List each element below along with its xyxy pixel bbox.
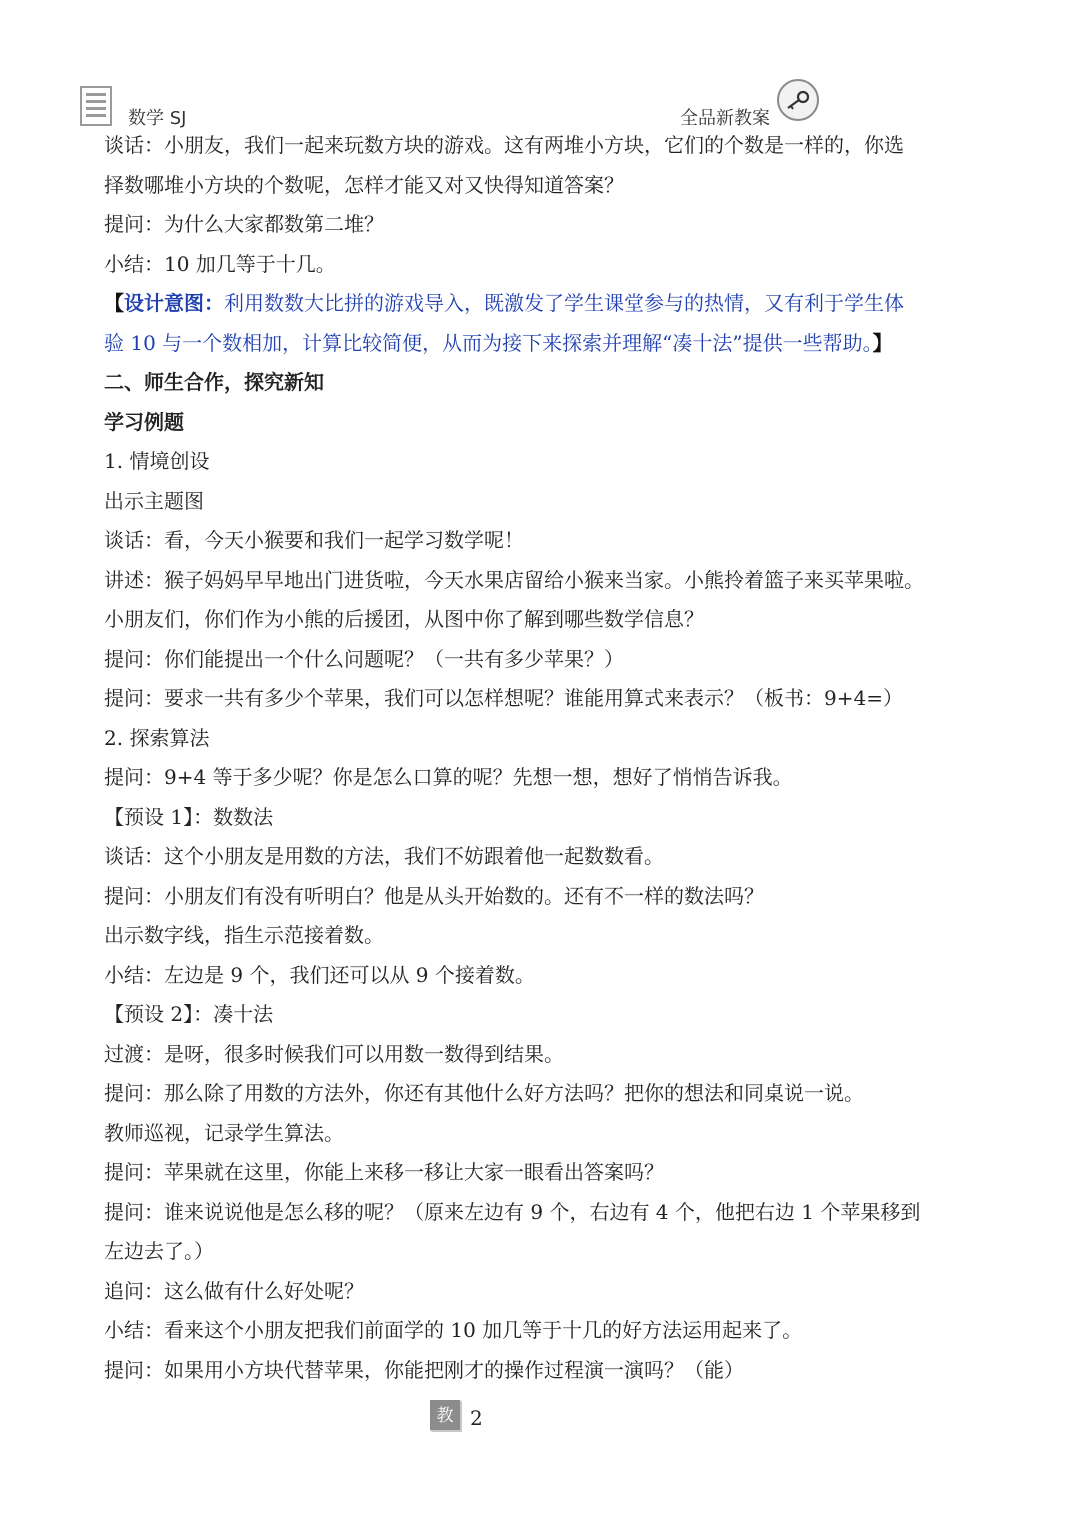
text-line: 出示数字线，指生示范接着数。 (104, 923, 384, 947)
text-line: 择数哪堆小方块的个数呢，怎样才能又对又快得知道答案？ (104, 172, 624, 197)
text-line: 谈话：这个小朋友是用数的方法，我们不妨跟着他一起数数看。 (104, 844, 664, 868)
text-line: 1. 情境创设 (104, 449, 210, 473)
subject-label: 数学 SJ (128, 108, 187, 129)
text-line: 小结：10 加几等于十几。 (104, 251, 336, 276)
teach-badge-icon (430, 1400, 462, 1432)
page-header (0, 0, 1080, 140)
brand-label: 全品新教案 (680, 108, 770, 129)
text-line: 追问：这么做有什么好处呢？ (104, 1278, 364, 1303)
text-line: 谈话：小朋友，我们一起来玩数方块的游戏。这有两堆小方块，它们的个数是一样的，你选 (104, 133, 904, 157)
text-line: 过渡：是呀，很多时候我们可以用数一数得到结果。 (104, 1041, 564, 1066)
subsection-title: 学习例题 (104, 409, 184, 434)
design-intent-label: 设计意图： (124, 291, 224, 315)
text-line: 提问：谁来说说他是怎么移的呢？（原来左边有 9 个，右边有 4 个，他把右边 1 个苹果移到 (104, 1199, 921, 1224)
lesson-content (104, 126, 984, 1390)
text-line: 提问：9+4 等于多少呢？你是怎么口算的呢？先想一想，想好了悄悄告诉我。 (104, 765, 793, 789)
text-line: 谈话：看，今天小猴要和我们一起学习数学呢！ (104, 528, 524, 552)
bracket-close: 】 (872, 330, 893, 355)
design-intent-text: 验 10 与一个数相加，计算比较简便，从而为接下来探索并理解“凑十法”提供一些帮助。 (104, 330, 873, 355)
text-line: 小朋友们，你们作为小熊的后援团，从图中你了解到哪些数学信息？ (104, 607, 704, 631)
text-line: 提问：苹果就在这里，你能上来移一移让大家一眼看出答案吗？ (104, 1160, 664, 1184)
text-line: 提问：要求一共有多少个苹果，我们可以怎样想呢？谁能用算式来表示？（板书：9+4=） (104, 686, 903, 710)
text-line: 提问：那么除了用数的方法外，你还有其他什么好方法吗？把你的想法和同桌说一说。 (104, 1081, 864, 1105)
text-line: 出示主题图 (104, 488, 204, 513)
design-intent-line-2 (104, 324, 984, 364)
text-line: 提问：如果用小方块代替苹果，你能把刚才的操作过程演一演吗？（能） (104, 1357, 744, 1382)
key-circle-icon (776, 78, 820, 122)
text-line: 讲述：猴子妈妈早早地出门进货啦，今天水果店留给小猴来当家。小熊拎着篮子来买苹果啦。 (104, 567, 924, 592)
text-line: 【预设 1】：数数法 (104, 804, 274, 829)
design-intent-text: 利用数数大比拼的游戏导入，既激发了学生课堂参与的热情，又有利于学生体 (224, 291, 904, 315)
text-line: 左边去了。） (104, 1239, 214, 1263)
text-line: 提问：小朋友们有没有听明白？他是从头开始数的。还有不一样的数法吗？ (104, 883, 764, 908)
text-line: 小结：看来这个小朋友把我们前面学的 10 加几等于十几的好方法运用起来了。 (104, 1318, 803, 1342)
document-lines-icon (80, 86, 112, 126)
text-line: 提问：你们能提出一个什么问题呢？（一共有多少苹果？） (104, 646, 624, 671)
text-line: 2. 探索算法 (104, 725, 210, 750)
text-line: 教师巡视，记录学生算法。 (104, 1120, 344, 1145)
section-title: 二、师生合作，探究新知 (104, 370, 324, 394)
text-line: 小结：左边是 9 个，我们还可以从 9 个接着数。 (104, 962, 535, 987)
text-line: 【预设 2】：凑十法 (104, 1002, 274, 1026)
bracket-open: 【 (104, 291, 124, 315)
design-intent-line-1 (104, 284, 984, 324)
text-line: 提问：为什么大家都数第二堆？ (104, 212, 384, 236)
page-number: 2 (470, 1406, 483, 1430)
badge-text: 教 (436, 1406, 454, 1426)
